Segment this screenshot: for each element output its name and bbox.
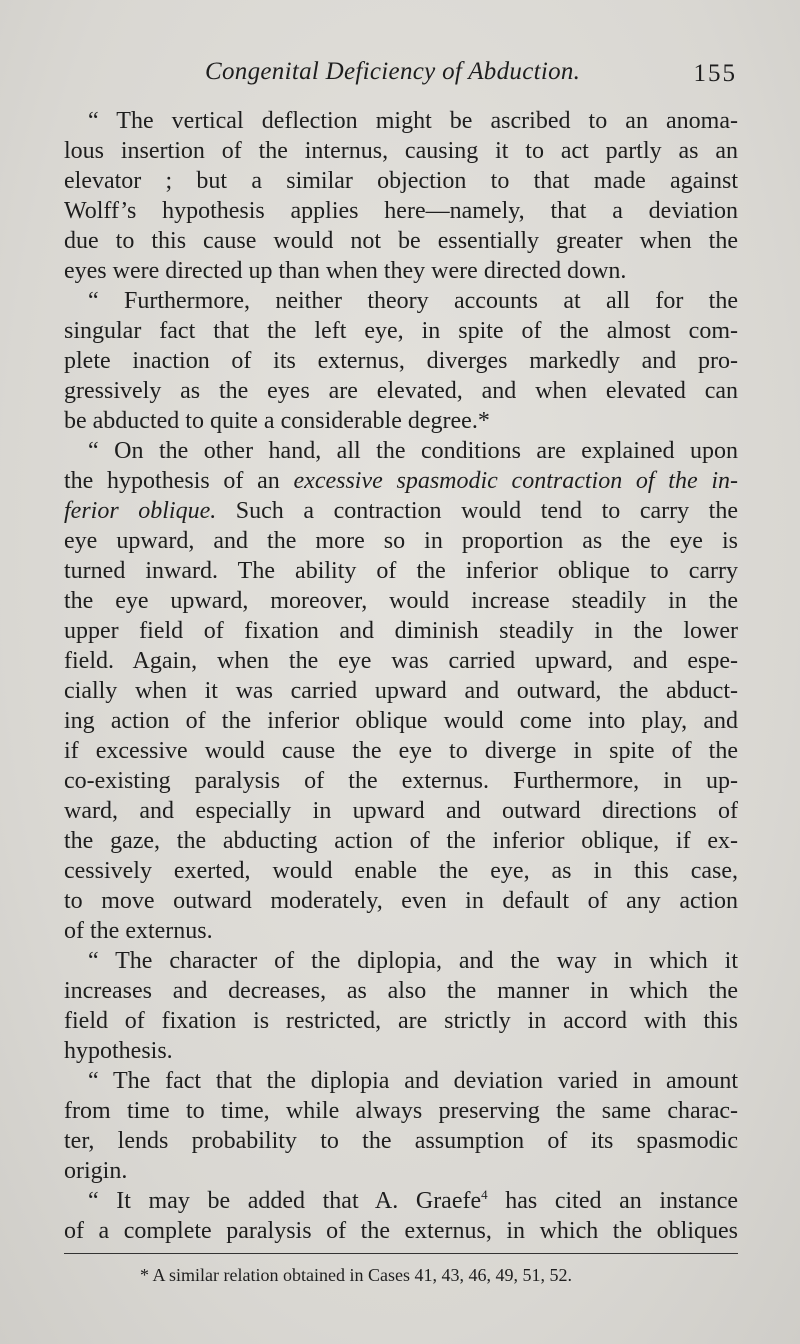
text-line xyxy=(64,1006,738,1036)
text-line xyxy=(64,166,738,196)
text-run: origin. xyxy=(64,1158,128,1184)
text-run: ward, and especially in upward and outward directions of xyxy=(64,798,738,824)
text-line xyxy=(64,946,738,976)
text-run: cessively exerted, would enable the eye, as in this case, xyxy=(64,858,738,884)
text-run: “ Furthermore, neither theory accounts at all for the xyxy=(88,288,738,314)
text-line xyxy=(64,496,738,526)
text-run: singular fact that the left eye, in spite of the almost com- xyxy=(64,318,738,344)
text-line xyxy=(64,706,738,736)
text-run: due to this cause would not be essentially greater when the xyxy=(64,228,738,254)
text-line xyxy=(64,316,738,346)
text-line xyxy=(64,256,738,286)
text-line xyxy=(64,526,738,556)
reference-superscript: 4 xyxy=(481,1187,488,1202)
text-run: “ On the other hand, all the conditions are explained upon xyxy=(88,438,738,464)
text-run: to move outward moderately, even in default of any action xyxy=(64,888,738,914)
text-run: lous insertion of the internus, causing it to act partly as an xyxy=(64,138,738,164)
italic-run: excessive spasmodic contraction of the in- xyxy=(293,468,738,494)
text-line xyxy=(64,856,738,886)
text-run: the eye upward, moreover, would increase steadily in the xyxy=(64,588,738,614)
text-run: eye upward, and the more so in proportion as the eye is xyxy=(64,528,738,554)
text-run: Wolff’s hypothesis applies here—namely, that a deviation xyxy=(64,198,738,224)
text-run: eyes were directed up than when they were directed down. xyxy=(64,258,627,284)
italic-run: ferior oblique. xyxy=(64,498,217,524)
text-run: the hypothesis of an xyxy=(64,468,294,494)
page-number: 155 xyxy=(693,60,737,87)
footnote-rule xyxy=(64,1253,738,1254)
text-run: from time to time, while always preserving the same charac- xyxy=(64,1098,738,1124)
text-run: “ The vertical deflection might be ascribed to an anoma- xyxy=(88,108,738,134)
text-line xyxy=(64,406,738,436)
text-line xyxy=(64,226,738,256)
text-line xyxy=(64,1036,738,1066)
text-run: elevator ; but a similar objection to that made against xyxy=(64,168,738,194)
text-run: increases and decreases, as also the manner in which the xyxy=(64,978,738,1004)
text-run: “ The character of the diplopia, and the way in which it xyxy=(88,948,738,974)
text-run: cially when it was carried upward and outward, the abduct- xyxy=(64,678,738,704)
text-run: ter, lends probability to the assumption of its spasmodic xyxy=(64,1128,738,1154)
text-run: Such a contraction would tend to carry the xyxy=(216,498,739,524)
text-line xyxy=(64,676,738,706)
text-run: hypothesis. xyxy=(64,1038,173,1064)
text-line xyxy=(64,826,738,856)
text-line xyxy=(64,886,738,916)
text-run: of a complete paralysis of the externus, in which the obliques xyxy=(64,1218,738,1244)
text-run: plete inaction of its externus, diverges markedly and pro- xyxy=(64,348,738,374)
text-run: field of fixation is restricted, are strictly in accord with this xyxy=(64,1008,738,1034)
footnote: * A similar relation obtained in Cases 41, 43, 46, 49, 51, 52. xyxy=(140,1265,572,1285)
text-line xyxy=(64,136,738,166)
text-line xyxy=(64,796,738,826)
text-line xyxy=(64,1156,738,1186)
text-line xyxy=(64,556,738,586)
text-line xyxy=(64,1126,738,1156)
text-line xyxy=(64,436,738,466)
text-run: turned inward. The ability of the inferior oblique to carry xyxy=(64,558,738,584)
text-run: be abducted to quite a considerable degree.* xyxy=(64,408,490,434)
text-run: of the externus. xyxy=(64,918,213,944)
text-line xyxy=(64,766,738,796)
text-line xyxy=(64,1186,738,1216)
text-run: if excessive would cause the eye to diverge in spite of the xyxy=(64,738,738,764)
text-line xyxy=(64,1066,738,1096)
text-run: ing action of the inferior oblique would come into play, and xyxy=(64,708,738,734)
text-run: has cited an instance xyxy=(487,1188,739,1214)
running-head xyxy=(0,58,800,92)
text-run: field. Again, when the eye was carried upward, and espe- xyxy=(64,648,738,674)
text-line xyxy=(64,346,738,376)
text-line xyxy=(64,646,738,676)
text-run: “ The fact that the diplopia and deviation varied in amount xyxy=(88,1068,738,1094)
text-run: “ It may be added that A. Graefe xyxy=(88,1188,482,1214)
text-line xyxy=(64,976,738,1006)
text-line xyxy=(64,916,738,946)
text-line xyxy=(64,106,738,136)
text-run: upper field of fixation and diminish steadily in the lower xyxy=(64,618,738,644)
text-line xyxy=(64,586,738,616)
text-line xyxy=(64,1216,738,1246)
text-run: gressively as the eyes are elevated, and when elevated can xyxy=(64,378,738,404)
text-line xyxy=(64,736,738,766)
text-line xyxy=(64,616,738,646)
text-line xyxy=(64,376,738,406)
text-line xyxy=(64,1096,738,1126)
text-line xyxy=(64,466,738,496)
text-line xyxy=(64,196,738,226)
text-run: co-existing paralysis of the externus. Furthermore, in up- xyxy=(64,768,738,794)
text-run: the gaze, the abducting action of the inferior oblique, if ex- xyxy=(64,828,738,854)
text-line xyxy=(64,286,738,316)
body-text xyxy=(64,106,738,1246)
running-title: Congenital Deficiency of Abduction. xyxy=(205,58,581,85)
